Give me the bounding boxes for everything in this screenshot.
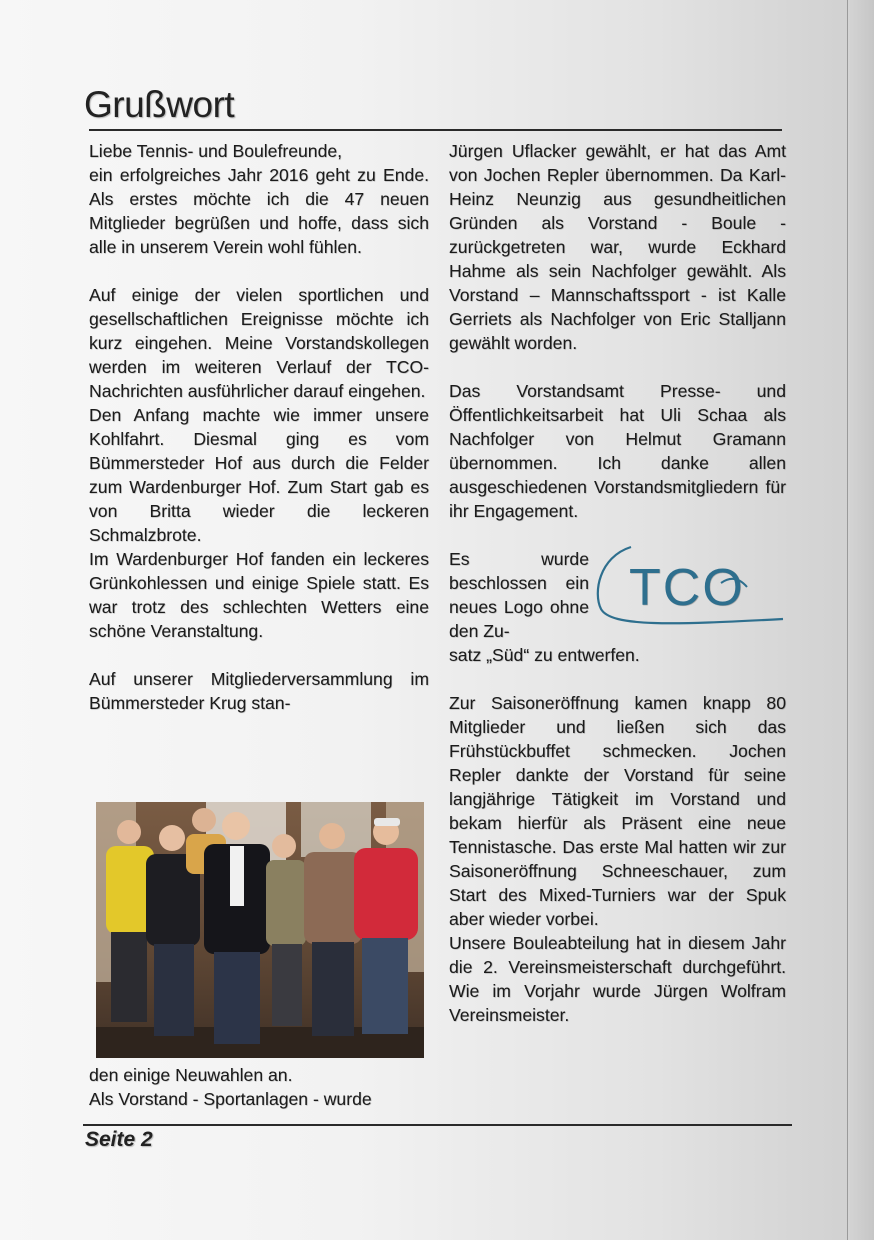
- paragraph-presse: Das Vorstandsamt Presse- und Öffentlichkeitsarbeit hat Uli Schaa als Nachfolger von Helmut Gramann übernommen. Ich danke allen ausgeschiedenen Vorstandsmitgliedern für ihr Engagement.: [449, 381, 786, 521]
- paragraph-neuwahlen: den einige Neuwahlen an.: [89, 1065, 293, 1085]
- group-photo: [96, 802, 424, 1058]
- tco-logo: [591, 543, 786, 635]
- logo-paragraph: [449, 547, 786, 667]
- logo-paragraph-text: Es wurde beschlossen ein neues Logo ohne den Zu-: [449, 549, 589, 641]
- greeting: Liebe Tennis- und Boulefreunde,: [89, 141, 343, 161]
- paragraph-kohlfahrt: Den Anfang machte wie immer unsere Kohlfahrt. Diesmal ging es vom Bümmersteder Hof aus durch die Felder zum Wardenburger Hof. Zum Start gab es von Britta wieder die leckeren Schmalzbrote.: [89, 405, 429, 545]
- left-column-bottom: [89, 1063, 429, 1111]
- left-column: [89, 139, 429, 715]
- tco-logo-text: TCO: [629, 559, 745, 617]
- logo-paragraph-text-continued: satz „Süd“ zu entwerfen.: [449, 645, 640, 665]
- paragraph-boule: Unsere Bouleabteilung hat in diesem Jahr die 2. Vereinsmeisterschaft durchgeführt. Wie im Vorjahr wurde Jürgen Wolfram Vereinsmeister.: [449, 933, 786, 1025]
- group-photo-illustration: [96, 802, 424, 1058]
- paragraph-events: Auf einige der vielen sportlichen und gesellschaftlichen Ereignisse möchte ich kurz eingehen. Meine Vorstandskollegen werden im weiteren Verlauf der TCO-Nachrichten ausführlicher darauf eingehen.: [89, 285, 429, 401]
- title-rule: [89, 129, 782, 131]
- paragraph-intro: ein erfolgreiches Jahr 2016 geht zu Ende. Als erstes möchte ich die 47 neuen Mitglieder begrüßen und hoffe, dass sich alle in unserem Verein wohl fühlen.: [89, 165, 429, 257]
- paragraph-wardenburger-hof: Im Wardenburger Hof fanden ein leckeres Grünkohlessen und einige Spiele statt. Es war trotz des schlechten Wetters eine schöne Veranstaltung.: [89, 549, 429, 641]
- paragraph-wahlen: Jürgen Uflacker gewählt, er hat das Amt von Jochen Repler übernommen. Da Karl-Heinz Neunzig aus gesundheitlichen Gründen als Vorstand - Boule - zurückgetreten war, wurde Eckhard Hahme als sein Nachfolger gewählt. Als Vorstand – Mannschaftssport - ist Kalle Gerriets als Nachfolger von Eric Stalljann gewählt worden.: [449, 141, 786, 353]
- paragraph-versammlung: Auf unserer Mitgliederversammlung im Bümmersteder Krug stan-: [89, 669, 429, 713]
- paragraph-saisoneroeffnung: Zur Saisoneröffnung kamen knapp 80 Mitglieder und ließen sich das Frühstückbuffet schmecken. Jochen Repler dankte der Vorstand für seine langjährige Tätigkeit im Vorstand und bekam hierfür als Präsent eine neue Tennistasche. Das erste Mal hatten wir zur Saisoneröffnung Schneeschauer, zum Start des Mixed-Turniers war der Spuk aber wieder vorbei.: [449, 693, 786, 929]
- page-title: Grußwort: [84, 84, 235, 125]
- page-edge-strip: [847, 0, 874, 1240]
- right-column: [449, 139, 786, 1027]
- paragraph-vorstand-sportanlagen: Als Vorstand - Sportanlagen - wurde: [89, 1089, 372, 1109]
- page-number: Seite 2: [85, 1128, 153, 1151]
- footer-rule: [83, 1124, 792, 1126]
